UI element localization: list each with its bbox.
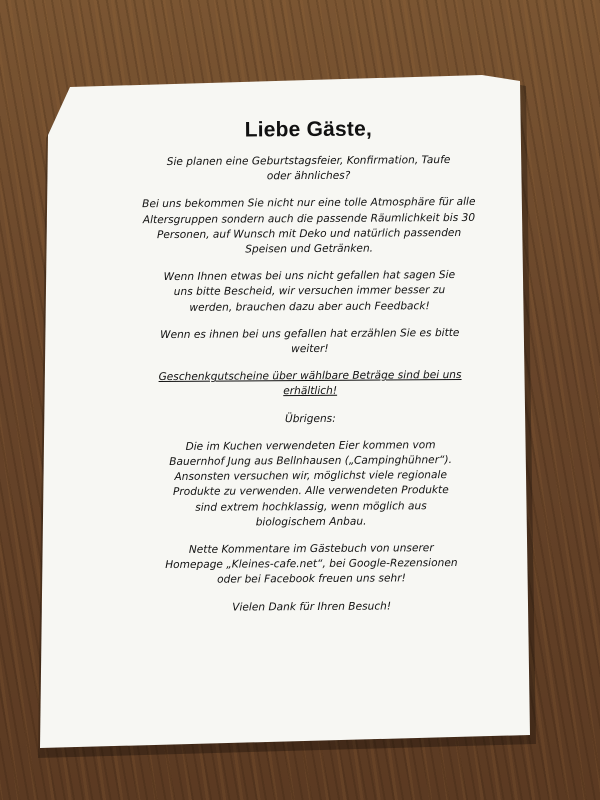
paragraph-guestbook: Nette Kommentare im Gästebuch von unserer Homepage „Kleines-cafe.net“, bei Google-Rezensionen oder bei Facebook freuen uns sehr!	[165, 542, 458, 587]
paragraph-feedback: Wenn Ihnen etwas bei uns nicht gefallen hat sagen Sie uns bitte Bescheid, wir versuchen immer besser zu werden, brauchen dazu aber auch Feedback!	[163, 269, 456, 314]
paragraph-party-question: Sie planen eine Geburtstagsfeier, Konfirmation, Taufe oder ähnliches?	[166, 154, 451, 183]
paragraph-thanks: Vielen Dank für Ihren Besuch!	[232, 600, 392, 614]
gift-vouchers-text: Geschenkgutscheine über wählbare Beträge sind bei uns erhältlich!	[158, 369, 462, 398]
paragraph-atmosphere: Bei uns bekommen Sie nicht nur eine tolle Atmosphäre für alle Altersgruppen sondern auch die passende Räumlichkeit bis 30 Personen, auf Wunsch mit Deko und natürlich passenden Speisen und Getränken.	[142, 196, 476, 256]
document-content	[138, 111, 482, 628]
paragraph-gift-vouchers	[140, 368, 480, 401]
document-title: Liebe Gäste,	[244, 117, 373, 142]
paragraph-by-the-way: Übrigens:	[284, 412, 336, 425]
paragraph-recommend: Wenn es ihnen bei uns gefallen hat erzählen Sie es bitte weiter!	[160, 326, 460, 356]
paragraph-eggs-regional: Die im Kuchen verwendeten Eier kommen vom Bauernhof Jung aus Bellnhausen („Campinghühner“). Ansonsten versuchen wir, möglichst viele regionale Produkte zu verwenden. Alle verwendeten Produkte sind extrem hochklassig, wenn möglich aus biologischem Anbau.	[169, 438, 453, 529]
